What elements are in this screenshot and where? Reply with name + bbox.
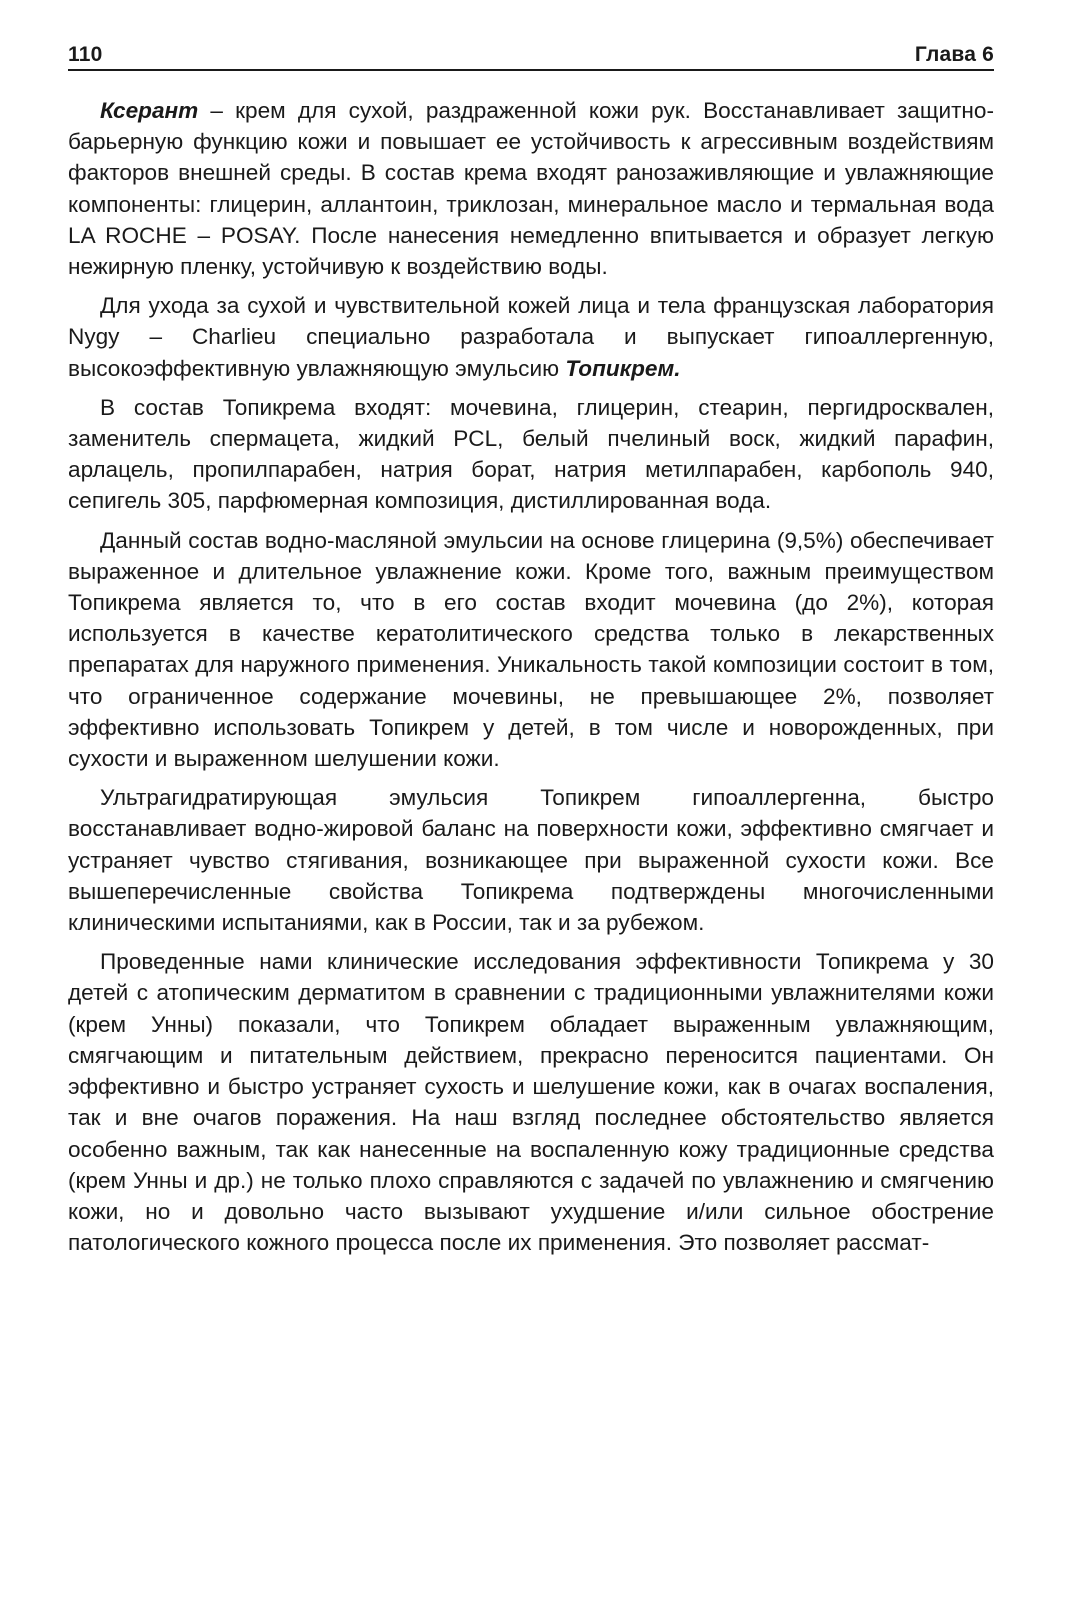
paragraph-moisturizing: [68, 525, 994, 775]
paragraph-text: Ультрагидратирующая эмульсия Топикрем гипоаллергенна, быстро восстанавливает водно-жировой баланс на поверхности кожи, эффективно смягчает и устраняет чувство стягивания, возникающее при выраженной сухости кожи. Все вышеперечисленные свойства Топикрема подтверждены многочисленными клиническими испытаниями, как в России, так и за рубежом.: [68, 785, 994, 936]
term-kserant: Ксерант: [100, 98, 199, 123]
paragraph-clinical-study: [68, 946, 994, 1258]
paragraph-text: Проведенные нами клинические исследования эффективности Топикрема у 30 детей с атопическим дерматитом в сравнении с традиционными увлажнителями кожи (крем Унны) показали, что Топикрем обладает выраженным увлажняющим, смягчающим и питательным действием, прекрасно переносится пациентами. Он эффективно и быстро устраняет сухость и шелушение кожи, как в очагах воспаления, так и вне очагов поражения. На наш взгляд последнее обстоятельство является особенно важным, так как нанесенные на воспаленную кожу традиционные средства (крем Унны и др.) не только плохо справляются с задачей по увлажнению и смягчению кожи, но и довольно часто вызывают ухудшение и/или сильное обострение патологического кожного процесса после их применения. Это позволяет рассмат-: [68, 949, 994, 1256]
body-text: [68, 95, 994, 1258]
book-page: [68, 30, 994, 1266]
term-topicrem: Топикрем: [565, 355, 675, 381]
chapter-title: Глава 6: [914, 43, 994, 66]
paragraph-text: Данный состав водно-масляной эмульсии на основе глицерина (9,5%) обеспечивает выраженное и длительное увлажнение кожи. Кроме того, важным преимуществом Топикрема является то, что в его состав входит мочевина (до 2%), которая используется в качестве кератолитического средства только в лекарственных препаратах для наружного применения. Уникальность такой композиции состоит в том, что ограниченное содержание мочевины, не превышающее 2%, позволяет эффективно использовать Топикрем у детей, в том числе и новорожденных, при сухости и выраженном шелушении кожи.: [68, 527, 994, 772]
paragraph-text: – крем для сухой, раздраженной кожи рук. Восстанавливает защитно-барьерную функцию кожи и повышает ее устойчивость к агрессивным воздействиям факторов внешней среды. В состав крема входят ранозаживляющие и увлажняющие компоненты: глицерин, аллантоин, триклозан, минеральное масло и термальная вода LA ROCHE – POSAY. После нанесения немедленно впитывается и образует легкую нежирную пленку, устойчивую к воздействию воды.: [68, 98, 994, 280]
paragraph-composition: [68, 392, 994, 517]
paragraph-text: Для ухода за сухой и чувствительной кожей лица и тела французская лаборатория Nygy – Charlieu специально разработала и выпускает гипоаллергенную, высокоэффективную увлажняющую эмульсию: [68, 293, 994, 381]
paragraph-text: В состав Топикрема входят: мочевина, глицерин, стеарин, пергидросквален, заменитель спермацета, жидкий PCL, белый пчелиный воск, жидкий парафин, арлацель, пропилпарабен, натрия борат, натрия метилпарабен, карбополь 940, сепигель 305, парфюмерная композиция, дистиллированная вода.: [68, 394, 994, 514]
page-number: 110: [68, 43, 103, 66]
paragraph-kserant: [68, 95, 994, 282]
paragraph-hypoallergenic: [68, 782, 994, 938]
term-topicrem-period: .: [674, 355, 681, 381]
paragraph-topicrem-intro: [68, 290, 994, 384]
running-header: [68, 30, 994, 71]
